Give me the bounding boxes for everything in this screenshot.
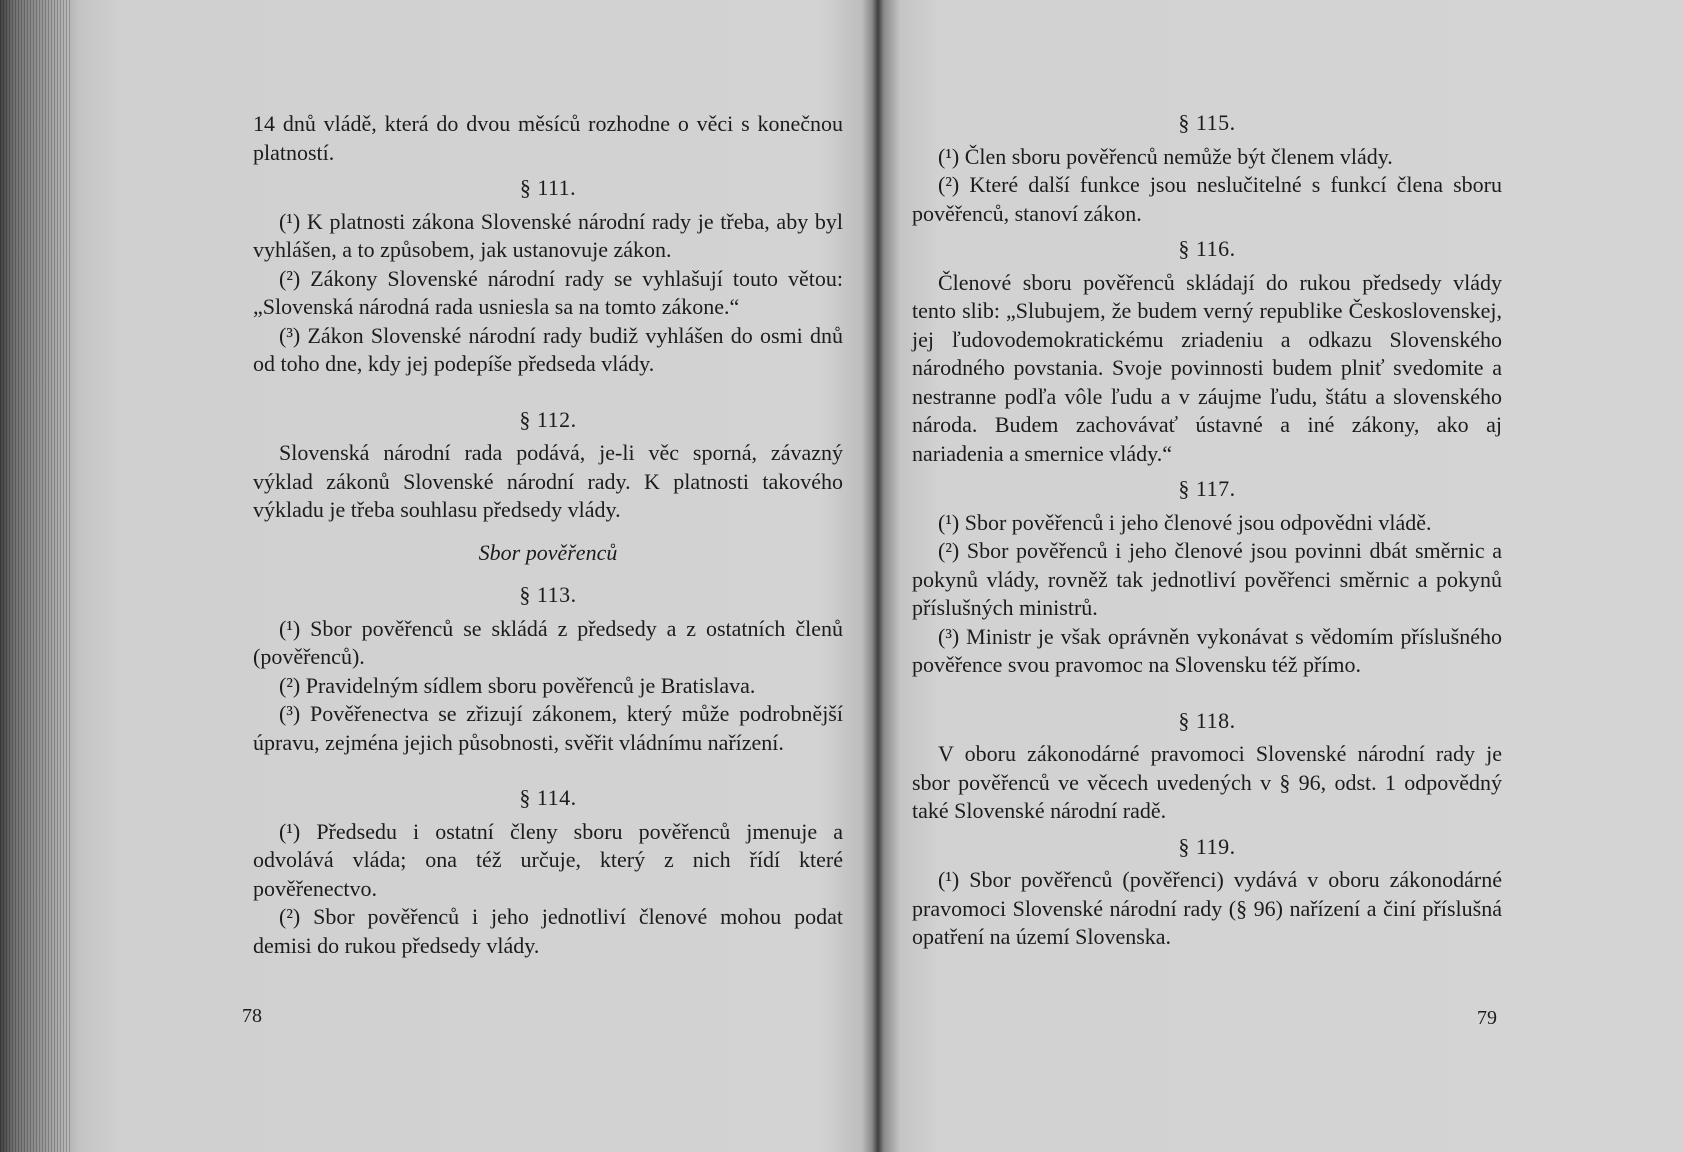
section-117-para-3: (³) Ministr je však oprávněn vykonávat s vědomím příslušného pověřence svou pravomoc na Slovensku též přímo. — [912, 623, 1502, 677]
page-edge-stack — [0, 0, 70, 1152]
page-number-right: 79 — [1477, 1007, 1497, 1029]
section-111-para-3: (³) Zákon Slovenské národní rady budiž vyhlášen do osmi dnů od toho dne, kdy jej podepíše předseda vlády. — [253, 322, 843, 376]
section-114-para-2: (²) Sbor pověřenců i jeho jednotliví členové mohou podat demisi do rukou předsedy vlády. — [253, 904, 843, 958]
page-number-left: 78 — [242, 1005, 262, 1027]
section-111-title: § 111. — [519, 175, 577, 200]
section-111-para-2: (²) Zákony Slovenské národní rady se vyhlašují touto větou: „Slovenská národná rada usniesla sa na tomto zákone.“ — [253, 265, 843, 319]
section-113-title: § 113. — [519, 582, 577, 607]
section-113-para-3: (³) Pověřenectva se zřizují zákonem, který může podrobnější úpravu, zejména jejich působnosti, svěřit vládnímu nařízení. — [253, 701, 843, 755]
section-117-para-1: (¹) Sbor pověřenců i jeho členové jsou odpovědni vládě. — [938, 509, 1432, 535]
section-115-para-1: (¹) Člen sboru pověřenců nemůže být členem vlády. — [938, 143, 1393, 169]
section-116-title: § 116. — [1178, 236, 1236, 261]
chapter-heading: Sbor pověřenců — [478, 539, 618, 565]
section-117-para-2: (²) Sbor pověřenců i jeho členové jsou povinni dbát směrnic a pokynů vlády, rovněž tak jednotliví pověřenci směrnic a pokynů příslušných ministrů. — [912, 538, 1502, 620]
right-page — [880, 0, 1683, 1152]
section-114-para-1: (¹) Předsedu i ostatní členy sboru pověřenců jmenuje a odvolává vláda; ona též určuje, který z nich řídí které pověřenectvo. — [253, 818, 843, 901]
section-111-para-1: (¹) K platnosti zákona Slovenské národní rady je třeba, aby byl vyhlášen, a to způsobem, jak ustanovuje zákon. — [253, 208, 843, 262]
section-118-title: § 118. — [1178, 707, 1236, 733]
section-112-title: § 112. — [519, 406, 577, 432]
left-page-text — [253, 110, 843, 960]
section-115-para-2: (²) Které další funkce jsou neslučitelné s funkcí člena sboru pověřenců, stanoví zákon. — [912, 172, 1502, 226]
section-118-para-1: V oboru zákonodárné pravomoci Slovenské národní rady je sbor pověřenců ve věcech uvedených v § 96, odst. 1 odpovědný také Slovenské národní radě. — [912, 741, 1502, 823]
section-117-title: § 117. — [1178, 476, 1236, 501]
section-112-para-1: Slovenská národní rada podává, je-li věc sporná, závazný výklad zákonů Slovenské národní rady. K platnosti takového výkladu je třeba souhlasu předsedy vlády. — [253, 440, 843, 522]
section-115-title: § 115. — [1178, 110, 1236, 135]
section-119-title: § 119. — [1178, 833, 1236, 859]
section-113-para-2: (²) Pravidelným sídlem sboru pověřenců je Bratislava. — [279, 672, 756, 698]
continued-paragraph: 14 dnů vládě, která do dvou měsíců rozhodne o věci s konečnou platností. — [253, 111, 843, 165]
section-116-para-1: Členové sboru pověřenců skládají do rukou předsedy vlády tento slib: „Slubujem, že budem verný republike Československej, jej ľudovodemokratickému zriadeniu a odkazu Slovenského národného povstania. Svoje povinnosti budem plniť svedomite a nestranne podľa vôle ľudu a v záujme ľudu, štátu a slovenského národa. Budem zachovávať ústavné a iné zákony, ako aj nariadenia a smernice vlády.“ — [912, 269, 1502, 466]
section-113-para-1: (¹) Sbor pověřenců se skládá z předsedy a z ostatních členů (pověřenců). — [253, 615, 843, 669]
section-114-title: § 114. — [519, 785, 577, 810]
right-page-text — [912, 102, 1502, 952]
section-119-para-1: (¹) Sbor pověřenců (pověřenci) vydává v oboru zákonodárné pravomoci Slovenské národní rady (§ 96) nařízení a činí příslušná opatření na území Slovenska. — [912, 867, 1502, 949]
